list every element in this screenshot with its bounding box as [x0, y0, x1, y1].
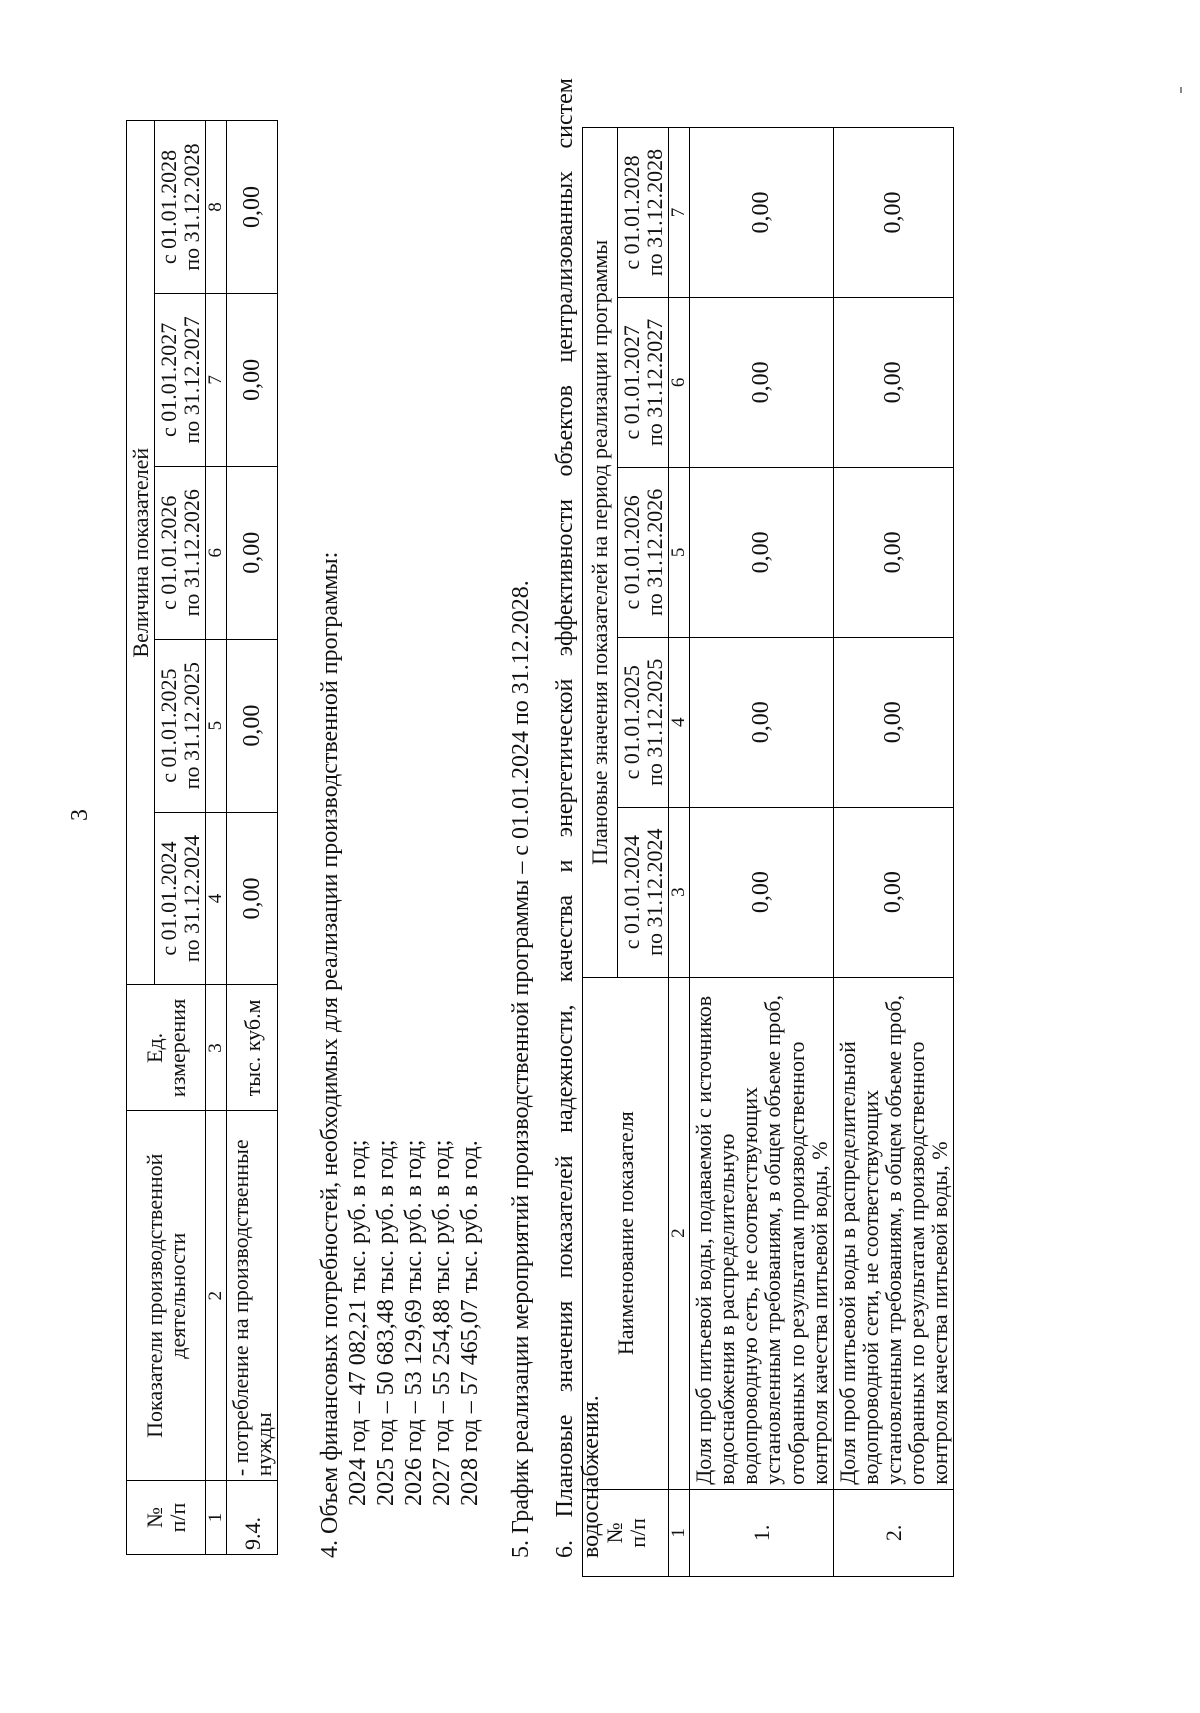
production-indicators-table — [126, 120, 278, 1555]
index-cell: 2 — [669, 977, 690, 1489]
row-num: 1. — [690, 1489, 834, 1576]
row-value: 0,00 — [227, 812, 278, 985]
header-group: Величина показателей — [127, 121, 155, 985]
index-cell: 7 — [206, 293, 227, 466]
scan-speck — [1180, 87, 1182, 93]
row-num: 2. — [833, 1489, 953, 1576]
row-name: Доля проб питьевой воды, подаваемой с источников водоснабжения в распределительную водопроводную сеть, не соответствующих установленным требованиям, в общем объеме проб, отобранных по результатам производственного контроля качества питьевой воды, % — [690, 977, 834, 1489]
table-row — [227, 121, 278, 1555]
financial-line: 2028 год – 57 465,07 тыс. руб. в год. — [457, 1140, 483, 1506]
header-period: с 01.01.2026 по 31.12.2026 — [155, 466, 206, 639]
financial-line: 2027 год – 55 254,88 тыс. руб. в год; — [429, 1139, 455, 1506]
row-value: 0,00 — [833, 467, 953, 637]
header-num: № п/п — [583, 1489, 669, 1576]
header-unit: Ед. измерения — [127, 985, 206, 1111]
table-row — [833, 128, 953, 1577]
table-row — [690, 128, 834, 1577]
header-period: с 01.01.2025 по 31.12.2025 — [618, 637, 669, 807]
header-period: с 01.01.2025 по 31.12.2025 — [155, 639, 206, 812]
index-cell: 2 — [206, 1111, 227, 1481]
index-cell: 3 — [206, 985, 227, 1111]
index-cell: 4 — [669, 637, 690, 807]
index-cell: 1 — [206, 1481, 227, 1555]
header-num: № п/п — [127, 1481, 206, 1555]
row-value: 0,00 — [833, 128, 953, 298]
row-value: 0,00 — [227, 293, 278, 466]
header-name: Наименование показателя — [583, 977, 669, 1489]
header-period: с 01.01.2027 по 31.12.2027 — [618, 297, 669, 467]
table-index-row — [669, 128, 690, 1577]
financial-line: 2026 год – 53 129,69 тыс. руб. в год; — [401, 1139, 427, 1506]
page-number: 3 — [67, 809, 93, 821]
table-header-row — [127, 121, 155, 1555]
row-value: 0,00 — [227, 639, 278, 812]
index-cell: 6 — [669, 297, 690, 467]
row-value: 0,00 — [833, 297, 953, 467]
row-unit: тыс. куб.м — [227, 985, 278, 1111]
section-title: 6. Плановые значения показателей надежности, качества и энергетической эффективности объектов централизованных систем — [552, 78, 578, 1558]
row-value: 0,00 — [833, 637, 953, 807]
header-group: Плановые значения показателей на период реализации программы — [583, 128, 618, 978]
header-period: с 01.01.2027 по 31.12.2027 — [155, 293, 206, 466]
row-value: 0,00 — [690, 467, 834, 637]
row-value: 0,00 — [690, 637, 834, 807]
row-num: 9.4. — [227, 1481, 278, 1555]
index-cell: 8 — [206, 121, 227, 294]
table-index-row — [206, 121, 227, 1555]
schedule-section: 5. График реализации мероприятий производственной программы – с 01.01.2024 по 31.12.2028. — [508, 580, 534, 1558]
header-period: с 01.01.2028 по 31.12.2028 — [618, 128, 669, 298]
row-value: 0,00 — [833, 807, 953, 977]
row-value: 0,00 — [690, 807, 834, 977]
planned-indicators-table — [582, 127, 954, 1577]
row-value: 0,00 — [690, 297, 834, 467]
row-value: 0,00 — [227, 466, 278, 639]
header-period: с 01.01.2024 по 31.12.2024 — [618, 807, 669, 977]
row-value: 0,00 — [227, 121, 278, 294]
index-cell: 7 — [669, 128, 690, 298]
section-title: 4. Объем финансовых потребностей, необходимых для реализации производственной программы: — [317, 551, 343, 1558]
row-value: 0,00 — [690, 128, 834, 298]
index-cell: 4 — [206, 812, 227, 985]
section-title-continued: водоснабжения. — [578, 1395, 604, 1558]
header-indicator: Показатели производственной деятельности — [127, 1111, 206, 1481]
index-cell: 6 — [206, 466, 227, 639]
row-name: - потребление на производственные нужды — [227, 1111, 278, 1481]
financial-line: 2024 год – 47 082,21 тыс. руб. в год; — [345, 1139, 371, 1506]
table-header-row — [583, 128, 618, 1577]
financial-needs-section — [316, 552, 484, 1558]
header-period: с 01.01.2028 по 31.12.2028 — [155, 121, 206, 294]
header-period: с 01.01.2024 по 31.12.2024 — [155, 812, 206, 985]
financial-line: 2025 год – 50 683,48 тыс. руб. в год; — [373, 1139, 399, 1506]
index-cell: 5 — [206, 639, 227, 812]
header-period: с 01.01.2026 по 31.12.2026 — [618, 467, 669, 637]
row-name: Доля проб питьевой воды в распределительной водопроводной сети, не соответствующих установленным требованиям, в общем объеме проб, отобранных по результатам производственного контроля качества питьевой воды, % — [833, 977, 953, 1489]
index-cell: 1 — [669, 1489, 690, 1576]
index-cell: 3 — [669, 807, 690, 977]
index-cell: 5 — [669, 467, 690, 637]
